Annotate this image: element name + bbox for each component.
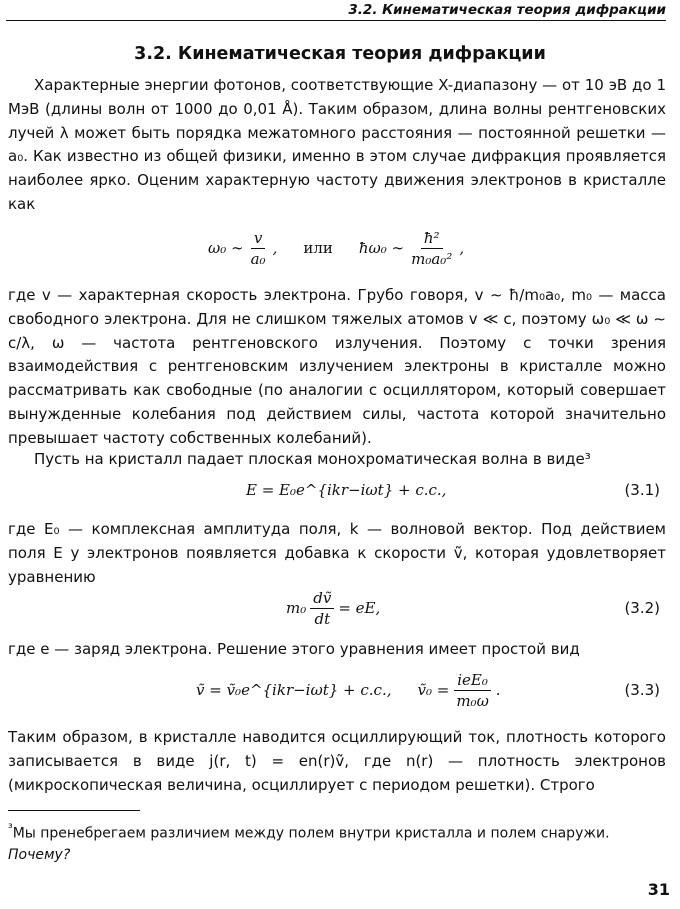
- equation-3-2-lhs: m₀: [286, 599, 307, 617]
- page-number: 31: [647, 880, 670, 899]
- frac1-denominator: a₀: [250, 249, 266, 268]
- equation-3-3-numerator: ieE₀: [454, 671, 491, 691]
- equation-3-3: [8, 664, 666, 716]
- formula-omega-tail: ,: [459, 239, 465, 257]
- equation-3-2-numerator: dṽ: [310, 589, 334, 609]
- footnote-question: Почему?: [8, 846, 71, 863]
- paragraph-electron-velocity: где v — характерная скорость электрона. Грубо говоря, v ∼ ħ/m₀a₀, m₀ — масса свободного электрона. Для не слишком тяжелых атомов v ≪ c, поэтому ω₀ ≪ ω ∼ c/λ, ω — частота рентгеновского излучения. Поэтому с точки зрения взаимодействия с рентгеновским излучением электроны в кристалле можно рассматривать как свободные (по аналогии с осциллятором, который совершает вынужденные колебания под действием силы, частота которой значительно превышает частоту собственных колебаний).: [8, 286, 666, 447]
- paragraph-current-density: Таким образом, в кристалле наводится осциллирующий ток, плотность которого записывается в виде j(r, t) = en(r)ṽ, где n(r) — плотность электронов (микроскопическая величина, осциллирует с периодом решетки). Строго: [8, 728, 666, 794]
- paragraph-amplitude: где E₀ — комплексная амплитуда поля, k — волновой вектор. Под действием поля E у электронов появляется добавка к скорости ṽ, которая удовлетворяет уравнению: [8, 520, 666, 586]
- formula-omega-lhs2: ħω₀ ∼: [358, 239, 405, 257]
- equation-3-2: [8, 582, 666, 634]
- equation-3-3-tail: .: [495, 681, 501, 699]
- formula-omega-frac1: [248, 229, 269, 268]
- equation-3-2-frac: [310, 589, 334, 628]
- running-head: 3.2. Кинематическая теория дифракции: [6, 2, 666, 21]
- frac2-denominator: m₀a₀²: [411, 249, 453, 268]
- footnote-marker: ³: [8, 821, 13, 835]
- formula-omega: [8, 222, 666, 274]
- equation-3-3-part1: ṽ = ṽ₀e^{ikr−iωt} + c.c.,: [196, 681, 392, 699]
- section-title: 3.2. Кинематическая теория дифракции: [134, 44, 546, 64]
- equation-3-3-number: (3.3): [624, 681, 660, 699]
- footnote-text: Мы пренебрегаем различием между полем внутри кристалла и полем снаружи.: [12, 825, 610, 842]
- footnote: [8, 818, 666, 866]
- equation-3-1-number: (3.1): [624, 481, 660, 499]
- equation-3-2-denominator: dt: [314, 609, 331, 628]
- equation-3-3-lhs2: ṽ₀ =: [417, 681, 450, 699]
- frac1-numerator: v: [251, 229, 265, 249]
- formula-omega-frac2: [408, 229, 455, 268]
- equation-3-3-denominator: m₀ω: [456, 691, 489, 710]
- paragraph-plane-wave: Пусть на кристалл падает плоская монохроматическая волна в виде³: [34, 450, 591, 468]
- paragraph-electron-charge: где e — заряд электрона. Решение этого уравнения имеет простой вид: [8, 640, 580, 658]
- equation-3-1: [8, 472, 666, 508]
- paragraph-intro: Характерные энергии фотонов, соответствующие X-диапазону — от 10 эВ до 1 МэВ (длины волн от 1000 до 0,01 Å). Таким образом, длина волны рентгеновских лучей λ может быть порядка межатомного расстояния — постоянной решетки — a₀. Как известно из общей физики, именно в этом случае дифракция проявляется наиболее ярко. Оценим характерную частоту движения электронов в кристалле как: [8, 76, 666, 213]
- frac2-numerator: ħ²: [421, 229, 443, 249]
- footnote-rule: [8, 810, 140, 811]
- formula-omega-comma: ,: [272, 239, 278, 257]
- equation-3-3-frac: [453, 671, 491, 710]
- equation-3-1-expr: E = E₀e^{ikr−iωt} + c.c.,: [246, 481, 447, 499]
- equation-3-2-number: (3.2): [624, 599, 660, 617]
- formula-omega-or: или: [303, 239, 333, 257]
- formula-omega-lhs: ω₀ ∼: [208, 239, 244, 257]
- equation-3-2-rhs: = eE,: [338, 599, 381, 617]
